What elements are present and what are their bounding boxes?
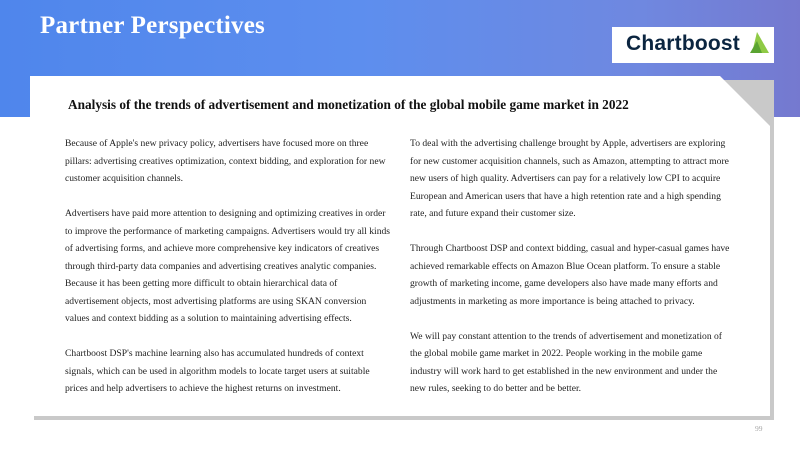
page-number: 99 <box>755 424 763 433</box>
paragraph: To deal with the advertising challenge brought by Apple, advertisers are exploring for new customer acquisition channels, such as Amazon, attempting to attract more new users of high quality. Advertisers can pay for a relatively low CPI to acquire European and American users that have a high retention rate and a high spending rate, and future expand their customer size. <box>410 138 729 219</box>
chartboost-logo <box>612 27 774 63</box>
paragraph: Through Chartboost DSP and context bidding, casual and hyper-casual games have achieved remarkable effects on Amazon Blue Ocean platform. To ensure a stable growth of marketing income, game developers also have made many efforts and adjustments in marketing as more importance is being attached to privacy. <box>410 243 730 307</box>
right-column <box>410 135 734 398</box>
paragraph: We will pay constant attention to the trends of advertisement and monetization of the global mobile game market in 2022. People working in the mobile game industry will work hard to get established in the new environment and under the new rules, seeking to do better and be better. <box>410 330 723 394</box>
paragraph: Because of Apple's new privacy policy, advertisers have focused more on three pillars: advertising creatives optimization, context bidding, and exploration for new customer acquisition channels. <box>65 138 386 184</box>
paragraph: Advertisers have paid more attention to designing and optimizing creatives in order to improve the performance of marketing campaigns. Advertisers would try all kinds of advertising forms, and achieve more comprehensive key indicators of creatives through third-party data companies and advertising creatives analytic companies. Because it has been getting more difficult to obtain hierarchical data of advertisement objects, most advertising platforms are using SKAN conversion values and context bidding as a solution to maintaining advertising effects. <box>65 208 391 324</box>
paragraph: Chartboost DSP's machine learning also has accumulated hundreds of context signals, which can be used in algorithm models to locate target users at suitable prices and help advertisers to achieve the highest returns on investment. <box>65 348 370 394</box>
chartboost-triangle-logo-icon <box>748 31 770 55</box>
section-heading: Analysis of the trends of advertisement and monetization of the global mobile game market in 2022 <box>68 97 629 112</box>
page-title: Partner Perspectives <box>40 12 265 39</box>
logo-wordmark: Chartboost <box>626 32 740 55</box>
left-column <box>65 135 391 398</box>
